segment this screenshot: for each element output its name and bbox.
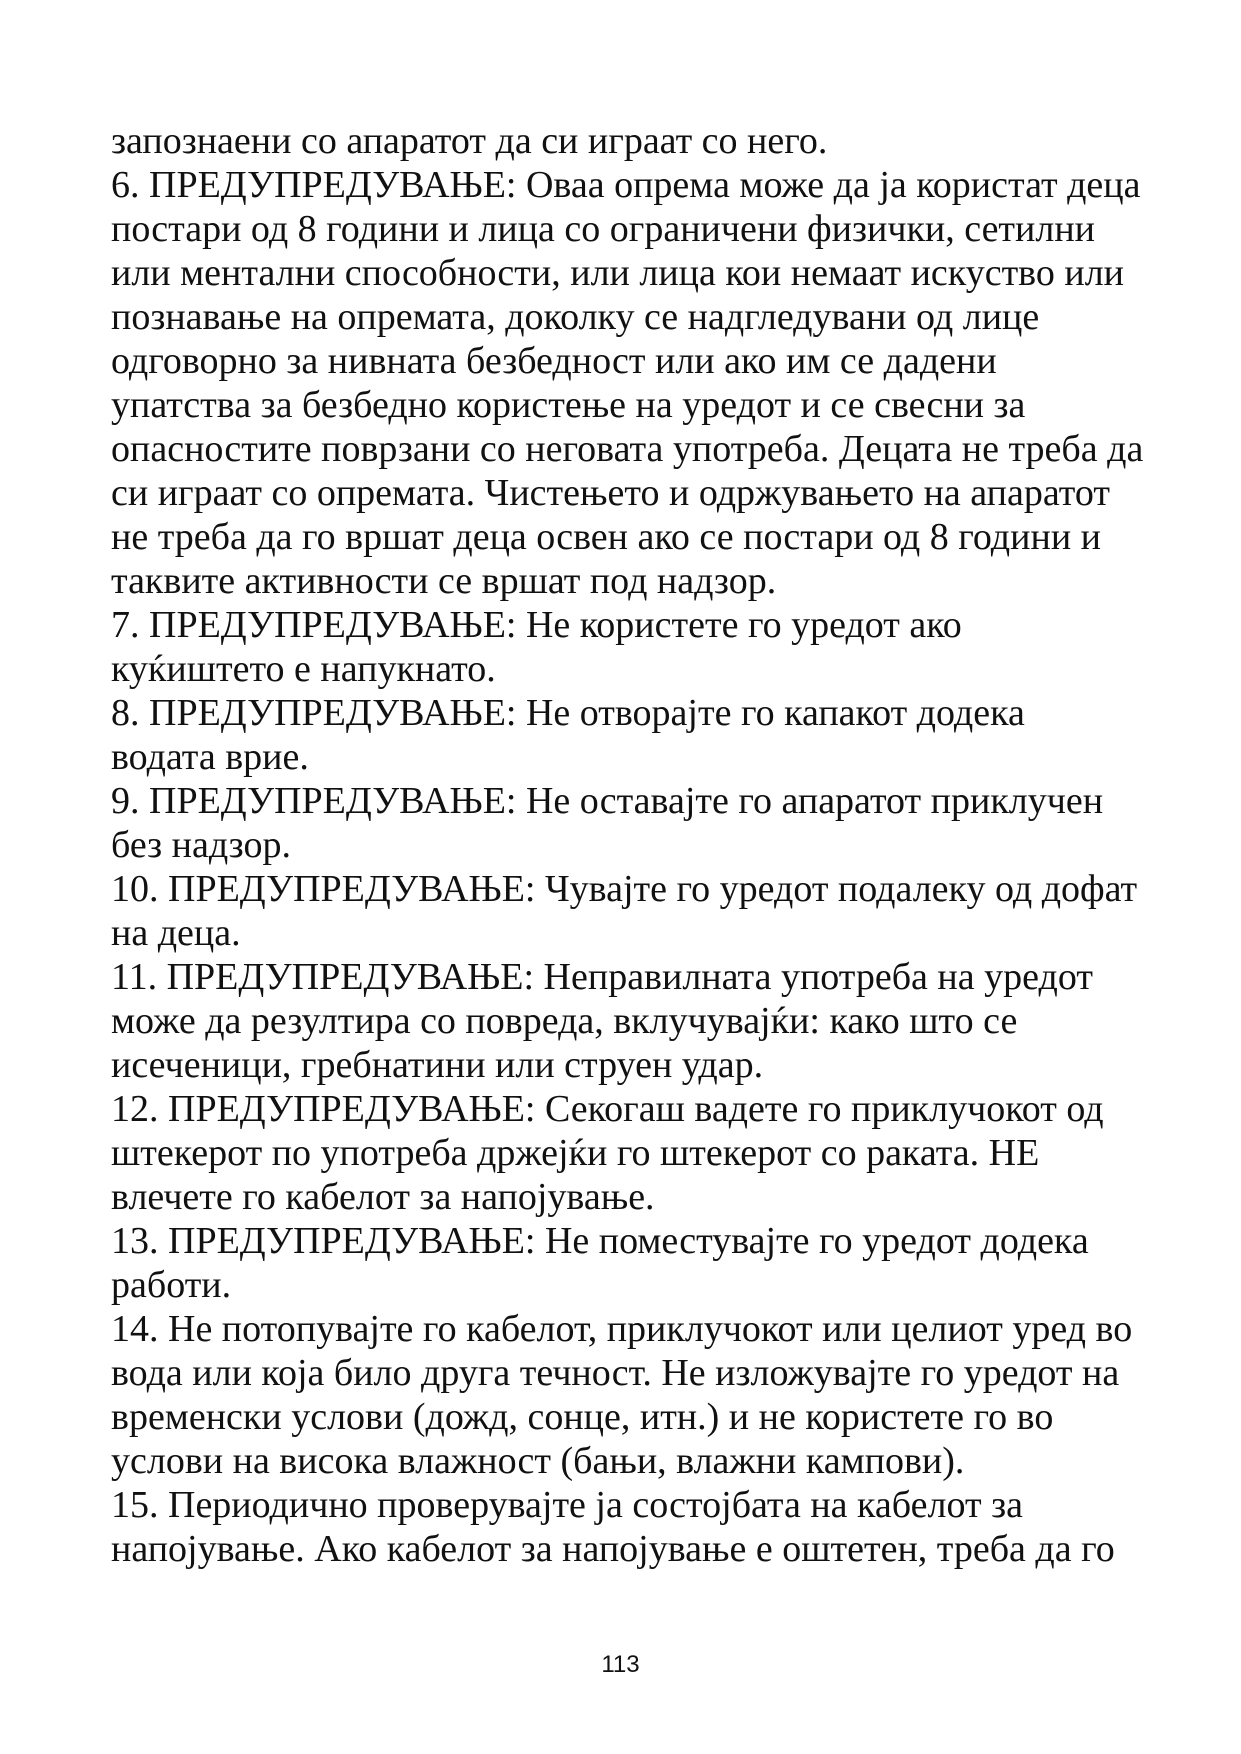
text-line: без надзор. (111, 824, 291, 866)
text-line: 8. ПРЕДУПРЕДУВАЊЕ: Не отворајте го капакот додека (111, 692, 1025, 734)
text-line: познавање на опремата, доколку се надгледувани од лице (111, 296, 1040, 338)
text-line: 9. ПРЕДУПРЕДУВАЊЕ: Не оставајте го апаратот приклучен (111, 780, 1104, 822)
text-line: влечете го кабелот за напојување. (111, 1176, 655, 1218)
text-line: вода или која било друга течност. Не изложувајте го уредот на (111, 1352, 1120, 1394)
text-line: 7. ПРЕДУПРЕДУВАЊЕ: Не користете го уредот ако (111, 604, 962, 646)
text-line: упатства за безбедно користење на уредот и се свесни за (111, 384, 1026, 426)
text-line: 12. ПРЕДУПРЕДУВАЊЕ: Секогаш вадете го приклучокот од (111, 1088, 1104, 1130)
text-line: на деца. (111, 912, 241, 954)
text-line: 14. Не потопувајте го кабелот, приклучокот или целиот уред во (111, 1308, 1133, 1350)
body-text (111, 119, 1201, 1571)
text-line: напојување. Ако кабелот за напојување е оштетен, треба да го (111, 1528, 1115, 1570)
text-line: 11. ПРЕДУПРЕДУВАЊЕ: Неправилната употреба на уредот (111, 956, 1093, 998)
text-line: временски услови (дожд, сонце, итн.) и не користете го во (111, 1396, 1054, 1438)
text-line: запознаени со апаратот да си играат со него. (111, 120, 828, 162)
text-line: 6. ПРЕДУПРЕДУВАЊЕ: Оваа опрема може да ја користат деца (111, 164, 1141, 206)
text-line: куќиштето е напукнато. (111, 648, 496, 690)
text-line: 15. Периодично проверувајте ја состојбата на кабелот за (111, 1484, 1023, 1526)
text-line: исеченици, гребнатини или струен удар. (111, 1044, 764, 1086)
text-line: може да резултира со повреда, вклучувајќи: како што се (111, 1000, 1018, 1042)
text-line: таквите активности се вршат под надзор. (111, 560, 777, 602)
text-line: опасностите поврзани со неговата употреба. Децата не треба да (111, 428, 1144, 470)
text-line: одговорно за нивната безбедност или ако им се дадени (111, 340, 997, 382)
text-line: не треба да го вршат деца освен ако се постари од 8 години и (111, 516, 1101, 558)
text-line: работи. (111, 1264, 232, 1306)
text-line: услови на висока влажност (бањи, влажни кампови). (111, 1440, 965, 1482)
text-line: или ментални способности, или лица кои немаат искуство или (111, 252, 1124, 294)
text-line: водата врие. (111, 736, 309, 778)
text-line: 13. ПРЕДУПРЕДУВАЊЕ: Не поместувајте го уредот додека (111, 1220, 1089, 1262)
text-line: постари од 8 години и лица со ограничени физички, сетилни (111, 208, 1096, 250)
text-line: штекерот по употреба држејќи го штекерот со раката. НЕ (111, 1132, 1040, 1174)
text-line: 10. ПРЕДУПРЕДУВАЊЕ: Чувајте го уредот подалеку од дофат (111, 868, 1138, 910)
page-number: 113 (601, 1651, 640, 1678)
text-line: си играат со опремата. Чистењето и одржувањето на апаратот (111, 472, 1110, 514)
